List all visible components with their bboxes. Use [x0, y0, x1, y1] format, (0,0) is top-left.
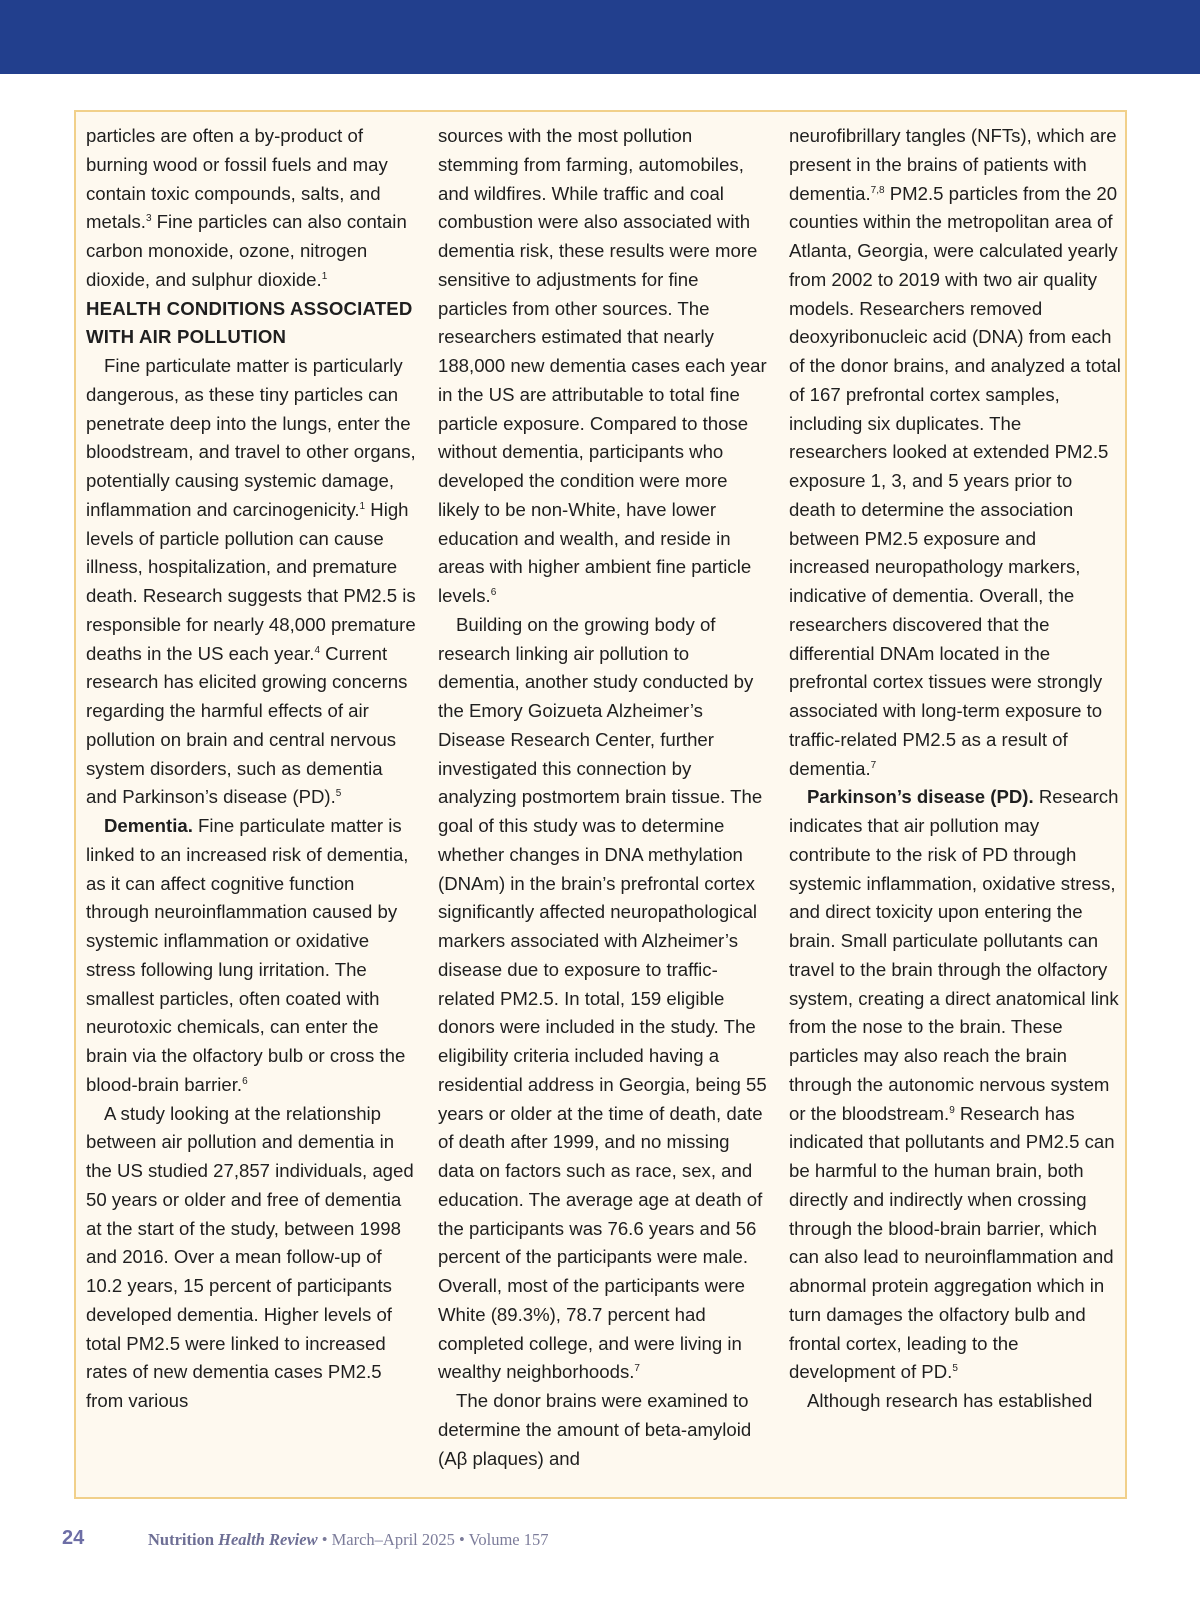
section-heading: HEALTH CONDITIONS ASSOCIATED WITH AIR POLLUTION [86, 297, 413, 348]
citation: 1 [321, 270, 328, 282]
publication-name-italic: Health Review [218, 1530, 318, 1549]
citation: 5 [952, 1363, 958, 1375]
header-band [0, 0, 1200, 74]
paragraph: A study looking at the relationship between air pollution and dementia in the US studied 27,857 individuals, aged 50 years or older and free of dementia at the start of the study, between 1998 and 2016. Over a mean follow-up of 10.2 years, 15 percent of participants developed dementia. Higher levels of total PM2.5 were linked to increased rates of new dementia cases PM2.5 from various [86, 1102, 414, 1411]
column-1 [86, 122, 418, 1416]
citation: 6 [490, 587, 497, 598]
citation: 4 [314, 644, 320, 656]
paragraph: Although research has established [807, 1390, 1093, 1411]
paragraph: The donor brains were examined to determine the amount of beta-amyloid (Aβ plaques) and [438, 1390, 752, 1469]
citation: 5 [335, 788, 342, 800]
article-box [74, 110, 1127, 1499]
paragraph: Fine particulate matter is particularly dangerous, as these tiny particles can penetrate deep into the lungs, enter the bloodstream, and travel to other organs, potentially causing systemic damage, inflammation and carcinogenicity.$^1$ High levels of particle pollution can cause illness, hospitalization, and premature death. Research suggests that PM2.5 is responsible for nearly 48,000 premature deaths in the US each year.$^4$ Current research has elicited growing concerns regarding the harmful effects of air pollution on brain and central nervous system disorders, such as dementia and Parkinson’s disease (PD).$^5$ [86, 355, 416, 808]
paragraph: sources with the most pollution stemming from farming, automobiles, and wildfires. While traffic and coal combustion were also associated with dementia risk, these results were more sensitive to adjustments for fine particles from other sources. The researchers estimated that nearly 188,000 new dementia cases each year in the US are attributable to total fine particle exposure. Compared to those without dementia, participants who developed the condition were more likely to be non-White, have lower education and wealth, and reside in areas with higher ambient fine particle levels.$^6$ [438, 125, 767, 606]
paragraph: Building on the growing body of research linking air pollution to dementia, another study conducted by the Emory Goizueta Alzheimer’s Disease Research Center, further investigated this connection by analyzing postmortem brain tissue. The goal of this study was to determine whether changes in DNA methylation (DNAm) in the brain’s prefrontal cortex significantly affected neuropathological markers associated with Alzheimer’s disease due to exposure to traffic-related PM2.5. In total, 159 eligible donors were included in the study. The eligibility criteria included having a residential address in Georgia, being 55 years or older at the time of death, date of death after 1999, and no missing data on factors such as race, sex, and education. The average age at death of the participants was 76.6 years and 56 percent of the participants were male. Overall, most of the participants were White (89.3%), 78.7 percent had completed college, and were living in wealthy neighborhoods.$^7$ [438, 613, 767, 1383]
publication-name: Nutrition [148, 1530, 214, 1549]
paragraph: Parkinson’s disease (PD). Research indicates that air pollution may contribute to the risk of PD through systemic inflammation, oxidative stress, and direct toxicity upon entering the brain. Small particulate pollutants can travel to the brain through the olfactory system, creating a direct anatomical link from the nose to the brain. These particles may also reach the brain through the autonomic nervous system or the bloodstream.$^9$ Research has indicated that pollutants and PM2.5 can be harmful to the human brain, both directly and indirectly when crossing through the blood-brain barrier, which can also lead to neuroinflammation and abnormal protein aggregation which in turn damages the olfactory bulb and frontal cortex, leading to the development of PD.$^5$ [789, 786, 1119, 1383]
citation: 3 [145, 213, 152, 225]
citation: 1 [359, 500, 366, 512]
paragraph: particles are often a by-product of burning wood or fossil fuels and may contain toxic compounds, salts, and metals.$^3$ Fine particles can also contain carbon monoxide, ozone, nitrogen dioxide, and sulphur dioxide.$^1$ [86, 125, 407, 290]
page-number: 24 [62, 1527, 85, 1549]
paragraph: neurofibrillary tangles (NFTs), which are present in the brains of patients with dementia.$^{7,8}$ PM2.5 particles from the 20 counties within the metropolitan area of Atlanta, Georgia, were calculated yearly from 2002 to 2019 with two air quality models. Researchers removed deoxyribonucleic acid (DNA) from each of the donor brains, and analyzed a total of 167 prefrontal cortex samples, including six duplicates. The researchers looked at extended PM2.5 exposure 1, 3, and 5 years prior to death to determine the association between PM2.5 exposure and increased neuropathology markers, indicative of dementia. Overall, the researchers discovered that the differential DNAm located in the prefrontal cortex tissues were strongly associated with long-term exposure to traffic-related PM2.5 as a result of dementia.$^7$ [789, 125, 1121, 779]
column-3 [789, 122, 1121, 1416]
citation: 6 [242, 1075, 248, 1087]
citation: 7 [634, 1363, 640, 1375]
citation: 9 [949, 1104, 955, 1116]
publication-line [148, 1530, 549, 1550]
run-in-heading: Parkinson’s disease (PD). [807, 786, 1034, 808]
run-in-heading: Dementia. [104, 815, 193, 836]
issue-info: • March–April 2025 • Volume 157 [317, 1530, 549, 1549]
column-2 [438, 122, 770, 1473]
paragraph: Dementia. Fine particulate matter is linked to an increased risk of dementia, as it can affect cognitive function through neuroinflammation caused by systemic inflammation or oxidative stress following lung irritation. The smallest particles, often coated with neurotoxic chemicals, can enter the brain via the olfactory bulb or cross the blood-brain barrier.$^6$ [86, 815, 409, 1095]
citation: 7,8 [870, 184, 885, 196]
citation: 7 [870, 759, 877, 771]
